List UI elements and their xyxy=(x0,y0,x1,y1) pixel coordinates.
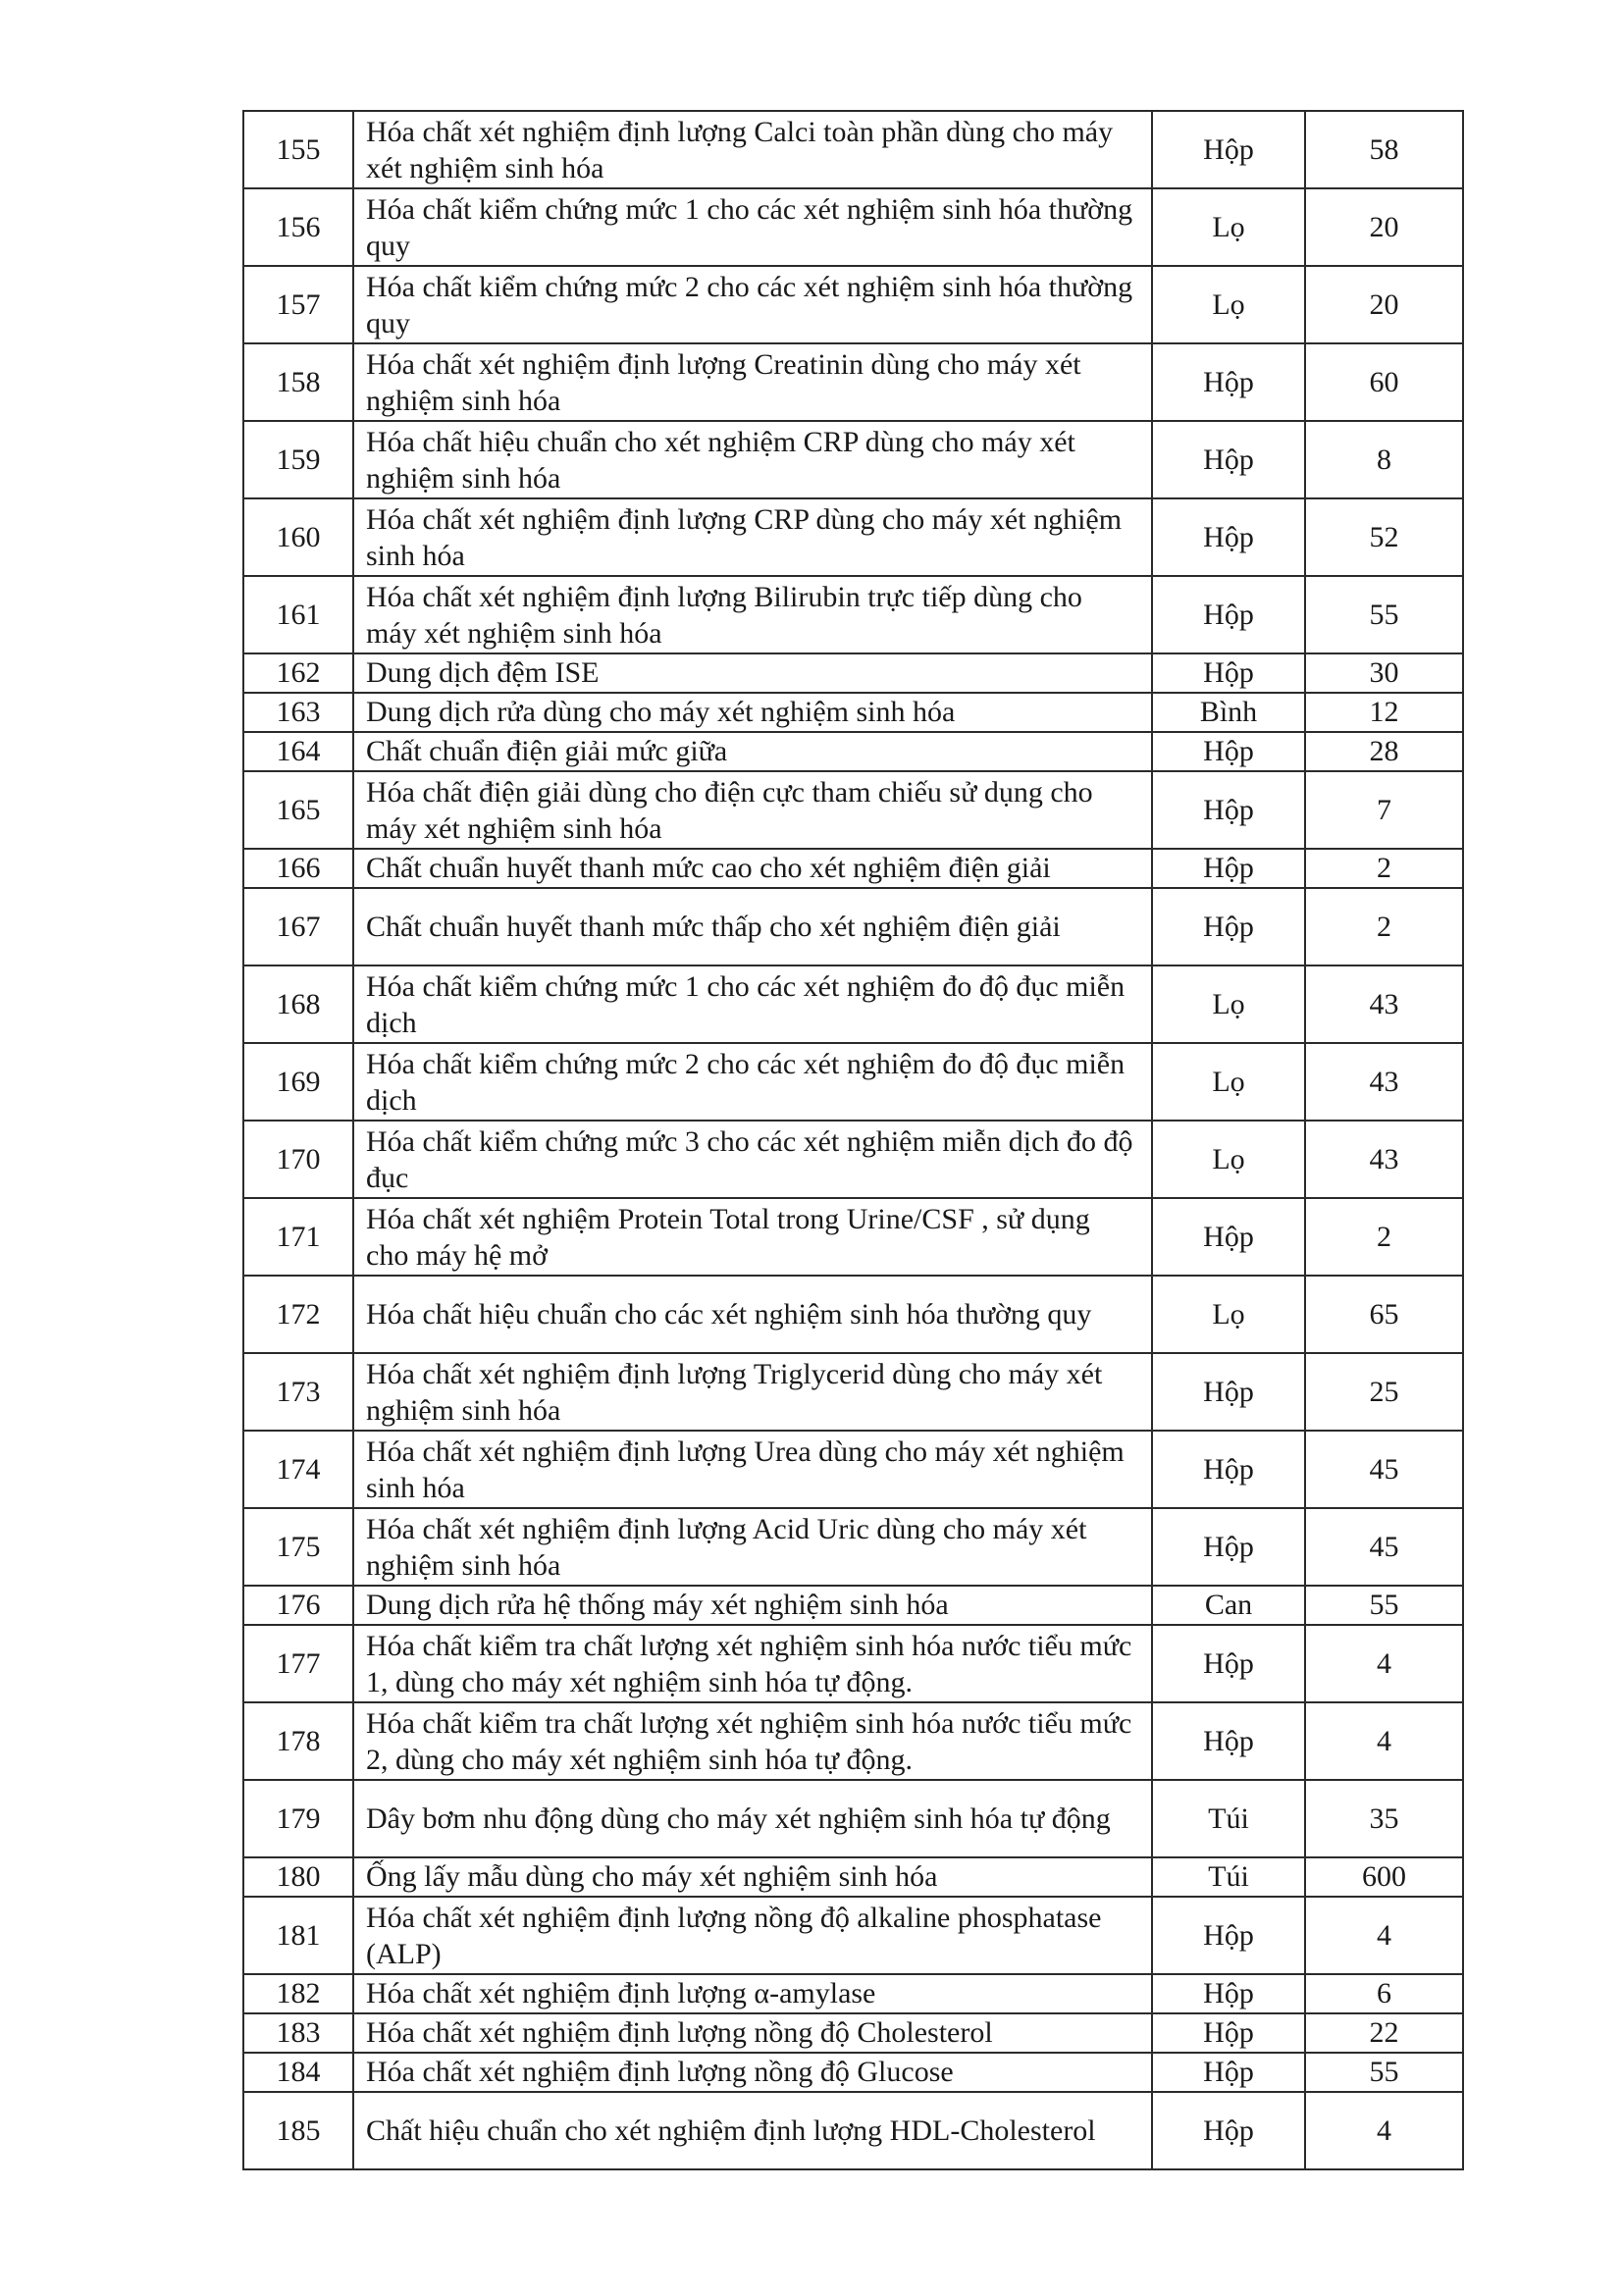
item-name: Chất chuẩn điện giải mức giữa xyxy=(353,732,1152,771)
items-table xyxy=(242,110,1464,2170)
item-name: Hóa chất xét nghiệm định lượng Calci toàn phần dùng cho máy xét nghiệm sinh hóa xyxy=(353,111,1152,188)
row-number: 168 xyxy=(243,965,353,1043)
row-number: 185 xyxy=(243,2092,353,2169)
row-number: 166 xyxy=(243,849,353,888)
item-unit: Túi xyxy=(1152,1857,1305,1897)
item-name: Hóa chất điện giải dùng cho điện cực tham chiếu sử dụng cho máy xét nghiệm sinh hóa xyxy=(353,771,1152,849)
item-unit: Hộp xyxy=(1152,421,1305,498)
table-row xyxy=(243,1780,1463,1857)
item-quantity: 12 xyxy=(1305,693,1463,732)
item-quantity: 4 xyxy=(1305,1702,1463,1780)
item-unit: Hộp xyxy=(1152,1198,1305,1276)
table-row xyxy=(243,732,1463,771)
item-unit: Hộp xyxy=(1152,1353,1305,1431)
item-name: Ống lấy mẫu dùng cho máy xét nghiệm sinh hóa xyxy=(353,1857,1152,1897)
table-row xyxy=(243,693,1463,732)
table-row xyxy=(243,498,1463,576)
item-quantity: 43 xyxy=(1305,1121,1463,1198)
row-number: 163 xyxy=(243,693,353,732)
item-quantity: 28 xyxy=(1305,732,1463,771)
item-unit: Lọ xyxy=(1152,965,1305,1043)
row-number: 182 xyxy=(243,1974,353,2013)
item-quantity: 60 xyxy=(1305,343,1463,421)
item-name: Hóa chất kiểm tra chất lượng xét nghiệm sinh hóa nước tiểu mức 2, dùng cho máy xét nghiệm sinh hóa tự động. xyxy=(353,1702,1152,1780)
item-quantity: 600 xyxy=(1305,1857,1463,1897)
table-row xyxy=(243,1043,1463,1121)
table-row xyxy=(243,421,1463,498)
row-number: 170 xyxy=(243,1121,353,1198)
row-number: 167 xyxy=(243,888,353,965)
table-row xyxy=(243,849,1463,888)
row-number: 184 xyxy=(243,2053,353,2092)
item-unit: Lọ xyxy=(1152,1276,1305,1353)
row-number: 176 xyxy=(243,1586,353,1625)
table-row xyxy=(243,111,1463,188)
item-unit: Lọ xyxy=(1152,1121,1305,1198)
row-number: 165 xyxy=(243,771,353,849)
item-unit: Hộp xyxy=(1152,1431,1305,1508)
item-unit: Hộp xyxy=(1152,2013,1305,2053)
item-unit: Hộp xyxy=(1152,1702,1305,1780)
item-unit: Hộp xyxy=(1152,1897,1305,1974)
item-name: Hóa chất kiểm tra chất lượng xét nghiệm sinh hóa nước tiểu mức 1, dùng cho máy xét nghiệm sinh hóa tự động. xyxy=(353,1625,1152,1702)
item-quantity: 30 xyxy=(1305,653,1463,693)
item-quantity: 8 xyxy=(1305,421,1463,498)
item-name: Dung dịch đệm ISE xyxy=(353,653,1152,693)
item-quantity: 22 xyxy=(1305,2013,1463,2053)
row-number: 155 xyxy=(243,111,353,188)
item-unit: Lọ xyxy=(1152,1043,1305,1121)
item-name: Hóa chất kiểm chứng mức 3 cho các xét nghiệm miễn dịch đo độ đục xyxy=(353,1121,1152,1198)
item-unit: Hộp xyxy=(1152,771,1305,849)
row-number: 174 xyxy=(243,1431,353,1508)
item-unit: Hộp xyxy=(1152,653,1305,693)
item-unit: Túi xyxy=(1152,1780,1305,1857)
item-unit: Lọ xyxy=(1152,188,1305,266)
row-number: 175 xyxy=(243,1508,353,1586)
table-row xyxy=(243,965,1463,1043)
item-name: Hóa chất hiệu chuẩn cho các xét nghiệm sinh hóa thường quy xyxy=(353,1276,1152,1353)
item-name: Hóa chất xét nghiệm định lượng α-amylase xyxy=(353,1974,1152,2013)
item-name: Dung dịch rửa dùng cho máy xét nghiệm sinh hóa xyxy=(353,693,1152,732)
row-number: 160 xyxy=(243,498,353,576)
table-row xyxy=(243,343,1463,421)
item-quantity: 55 xyxy=(1305,576,1463,653)
table-row xyxy=(243,1897,1463,1974)
row-number: 177 xyxy=(243,1625,353,1702)
item-unit: Hộp xyxy=(1152,849,1305,888)
item-quantity: 4 xyxy=(1305,2092,1463,2169)
item-unit: Hộp xyxy=(1152,888,1305,965)
item-quantity: 58 xyxy=(1305,111,1463,188)
item-unit: Hộp xyxy=(1152,1508,1305,1586)
item-name: Chất chuẩn huyết thanh mức cao cho xét nghiệm điện giải xyxy=(353,849,1152,888)
row-number: 173 xyxy=(243,1353,353,1431)
table-row xyxy=(243,1857,1463,1897)
item-name: Hóa chất xét nghiệm định lượng Bilirubin trực tiếp dùng cho máy xét nghiệm sinh hóa xyxy=(353,576,1152,653)
item-quantity: 20 xyxy=(1305,266,1463,343)
table-row xyxy=(243,1625,1463,1702)
item-quantity: 7 xyxy=(1305,771,1463,849)
item-unit: Hộp xyxy=(1152,732,1305,771)
item-quantity: 55 xyxy=(1305,2053,1463,2092)
table-row xyxy=(243,1974,1463,2013)
item-quantity: 2 xyxy=(1305,849,1463,888)
table-row xyxy=(243,1431,1463,1508)
item-quantity: 2 xyxy=(1305,888,1463,965)
table-row xyxy=(243,576,1463,653)
item-quantity: 4 xyxy=(1305,1625,1463,1702)
item-name: Hóa chất xét nghiệm Protein Total trong Urine/CSF , sử dụng cho máy hệ mở xyxy=(353,1198,1152,1276)
item-name: Hóa chất xét nghiệm định lượng Urea dùng cho máy xét nghiệm sinh hóa xyxy=(353,1431,1152,1508)
item-unit: Hộp xyxy=(1152,111,1305,188)
item-name: Hóa chất kiểm chứng mức 2 cho các xét nghiệm sinh hóa thường quy xyxy=(353,266,1152,343)
row-number: 181 xyxy=(243,1897,353,1974)
item-unit: Hộp xyxy=(1152,2092,1305,2169)
row-number: 180 xyxy=(243,1857,353,1897)
item-name: Hóa chất xét nghiệm định lượng nồng độ Cholesterol xyxy=(353,2013,1152,2053)
row-number: 172 xyxy=(243,1276,353,1353)
table-row xyxy=(243,266,1463,343)
table-row xyxy=(243,1508,1463,1586)
item-quantity: 43 xyxy=(1305,965,1463,1043)
row-number: 171 xyxy=(243,1198,353,1276)
row-number: 157 xyxy=(243,266,353,343)
item-quantity: 25 xyxy=(1305,1353,1463,1431)
table-row xyxy=(243,2092,1463,2169)
row-number: 164 xyxy=(243,732,353,771)
item-name: Dung dịch rửa hệ thống máy xét nghiệm sinh hóa xyxy=(353,1586,1152,1625)
item-quantity: 45 xyxy=(1305,1431,1463,1508)
item-name: Hóa chất xét nghiệm định lượng nồng độ alkaline phosphatase (ALP) xyxy=(353,1897,1152,1974)
row-number: 178 xyxy=(243,1702,353,1780)
table-row xyxy=(243,1586,1463,1625)
table-row xyxy=(243,653,1463,693)
item-name: Hóa chất hiệu chuẩn cho xét nghiệm CRP dùng cho máy xét nghiệm sinh hóa xyxy=(353,421,1152,498)
item-name: Hóa chất kiểm chứng mức 1 cho các xét nghiệm đo độ đục miễn dịch xyxy=(353,965,1152,1043)
table-row xyxy=(243,771,1463,849)
item-quantity: 65 xyxy=(1305,1276,1463,1353)
row-number: 156 xyxy=(243,188,353,266)
item-name: Chất chuẩn huyết thanh mức thấp cho xét nghiệm điện giải xyxy=(353,888,1152,965)
row-number: 161 xyxy=(243,576,353,653)
item-unit: Hộp xyxy=(1152,2053,1305,2092)
table-row xyxy=(243,1353,1463,1431)
item-unit: Bình xyxy=(1152,693,1305,732)
item-name: Hóa chất xét nghiệm định lượng CRP dùng cho máy xét nghiệm sinh hóa xyxy=(353,498,1152,576)
row-number: 158 xyxy=(243,343,353,421)
item-name: Hóa chất kiểm chứng mức 2 cho các xét nghiệm đo độ đục miễn dịch xyxy=(353,1043,1152,1121)
item-quantity: 2 xyxy=(1305,1198,1463,1276)
table-row xyxy=(243,188,1463,266)
row-number: 159 xyxy=(243,421,353,498)
table-row xyxy=(243,1121,1463,1198)
item-quantity: 4 xyxy=(1305,1897,1463,1974)
item-name: Hóa chất xét nghiệm định lượng Creatinin dùng cho máy xét nghiệm sinh hóa xyxy=(353,343,1152,421)
table-row xyxy=(243,1276,1463,1353)
item-unit: Lọ xyxy=(1152,266,1305,343)
item-name: Hóa chất kiểm chứng mức 1 cho các xét nghiệm sinh hóa thường quy xyxy=(353,188,1152,266)
item-quantity: 52 xyxy=(1305,498,1463,576)
table-row xyxy=(243,2013,1463,2053)
item-quantity: 20 xyxy=(1305,188,1463,266)
item-name: Hóa chất xét nghiệm định lượng Acid Uric dùng cho máy xét nghiệm sinh hóa xyxy=(353,1508,1152,1586)
item-quantity: 43 xyxy=(1305,1043,1463,1121)
table-row xyxy=(243,2053,1463,2092)
item-name: Hóa chất xét nghiệm định lượng Triglycerid dùng cho máy xét nghiệm sinh hóa xyxy=(353,1353,1152,1431)
item-unit: Hộp xyxy=(1152,498,1305,576)
item-unit: Hộp xyxy=(1152,576,1305,653)
table-row xyxy=(243,888,1463,965)
row-number: 179 xyxy=(243,1780,353,1857)
item-unit: Hộp xyxy=(1152,1625,1305,1702)
row-number: 169 xyxy=(243,1043,353,1121)
item-name: Chất hiệu chuẩn cho xét nghiệm định lượng HDL-Cholesterol xyxy=(353,2092,1152,2169)
item-name: Dây bơm nhu động dùng cho máy xét nghiệm sinh hóa tự động xyxy=(353,1780,1152,1857)
item-quantity: 55 xyxy=(1305,1586,1463,1625)
item-quantity: 6 xyxy=(1305,1974,1463,2013)
item-unit: Hộp xyxy=(1152,1974,1305,2013)
item-quantity: 45 xyxy=(1305,1508,1463,1586)
row-number: 162 xyxy=(243,653,353,693)
table-row xyxy=(243,1702,1463,1780)
item-quantity: 35 xyxy=(1305,1780,1463,1857)
table-row xyxy=(243,1198,1463,1276)
item-name: Hóa chất xét nghiệm định lượng nồng độ Glucose xyxy=(353,2053,1152,2092)
item-unit: Can xyxy=(1152,1586,1305,1625)
row-number: 183 xyxy=(243,2013,353,2053)
item-unit: Hộp xyxy=(1152,343,1305,421)
